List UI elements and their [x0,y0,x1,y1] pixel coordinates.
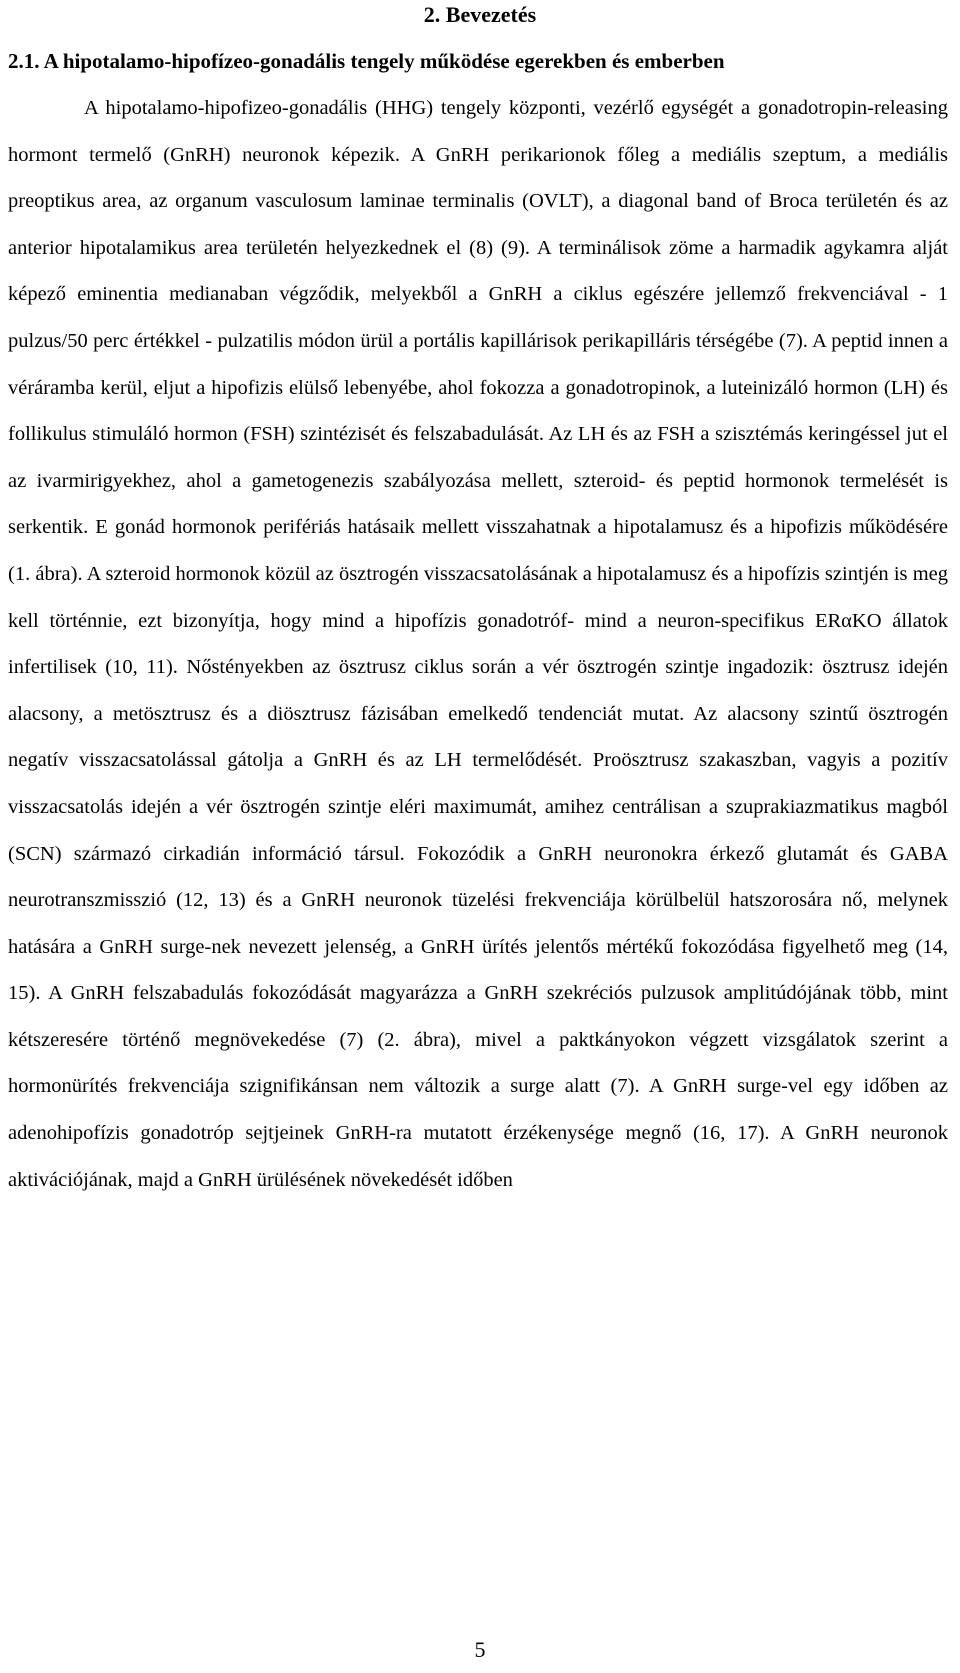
page-number: 5 [474,1637,486,1662]
body-paragraph: A hipotalamo-hipofizeo-gonadális (HHG) tengely központi, vezérlő egységét a gonadotropin-releasing hormont termelő (GnRH) neuronok képezik. A GnRH perikarionok főleg a mediális szeptum, a mediális preoptikus area, az organum vasculosum laminae terminalis (OVLT), a diagonal band of Broca területén és az anterior hipotalamikus area területén helyezkednek el (8) (9). A terminálisok zöme a harmadik agykamra alját képező eminentia medianaban végződik, melyekből a GnRH a ciklus egészére jellemző frekvenciával - 1 pulzus/50 perc értékkel - pulzatilis módon ürül a portális kapillárisok perikapilláris térségébe (7). A peptid innen a véráramba kerül, eljut a hipofizis elülső lebenyébe, ahol fokozza a gonadotropinok, a luteinizáló hormon (LH) és follikulus stimuláló hormon (FSH) szintézisét és felszabadulását. Az LH és az FSH a szisztémás keringéssel jut el az ivarmirigyekhez, ahol a gametogenezis szabályozása mellett, szteroid- és peptid hormonok termelését is serkentik. E gonád hormonok perifériás hatásaik mellett visszahatnak a hipotalamusz és a hipofizis működésére (1. ábra). A szteroid hormonok közül az ösztrogén visszacsatolásának a hipotalamusz és a hipofízis szintjén is meg kell történnie, ezt bizonyítja, hogy mind a hipofízis gonadotróf- mind a neuron-specifikus ERαKO állatok infertilisek (10, 11). Nőstényekben az ösztrusz ciklus során a vér ösztrogén szintje ingadozik: ösztrusz idején alacsony, a metösztrusz és a diösztrusz fázisában emelkedő tendenciát mutat. Az alacsony szintű ösztrogén negatív visszacsatolással gátolja a GnRH és az LH termelődését. Proösztrusz szakaszban, vagyis a pozitív visszacsatolás idején a vér ösztrogén szintje eléri maximumát, amihez centrálisan a szuprakiazmatikus magból (SCN) származó cirkadián információ társul. Fokozódik a GnRH neuronokra érkező glutamát és GABA neurotranszmisszió (12, 13) és a GnRH neuronok tüzelési frekvenciája körülbelül hatszorosára nő, melynek hatására a GnRH surge-nek nevezett jelenség, a GnRH ürítés jelentős mértékű fokozódása figyelhető meg (14, 15). A GnRH felszabadulás fokozódását magyarázza a GnRH szekréciós pulzusok amplitúdójának több, mint kétszeresére történő megnövekedése (7) (2. ábra), mivel a paktkányokon végzett vizsgálatok szerint a hormonürítés frekvenciája szignifikánsan nem változik a surge alatt (7). A GnRH surge-vel egy időben az adenohipofízis gonadotróp sejtjeinek GnRH-ra mutatott érzékenysége megnő (16, 17). A GnRH neuronok aktivációjának, majd a GnRH ürülésének növekedését időben [8,97,948,1191]
chapter-title: 2. Bevezetés [423,2,537,27]
section-title: 2.1. A hipotalamo-hipofízeo-gonadális tengely működése egerekben és emberben [8,49,725,73]
